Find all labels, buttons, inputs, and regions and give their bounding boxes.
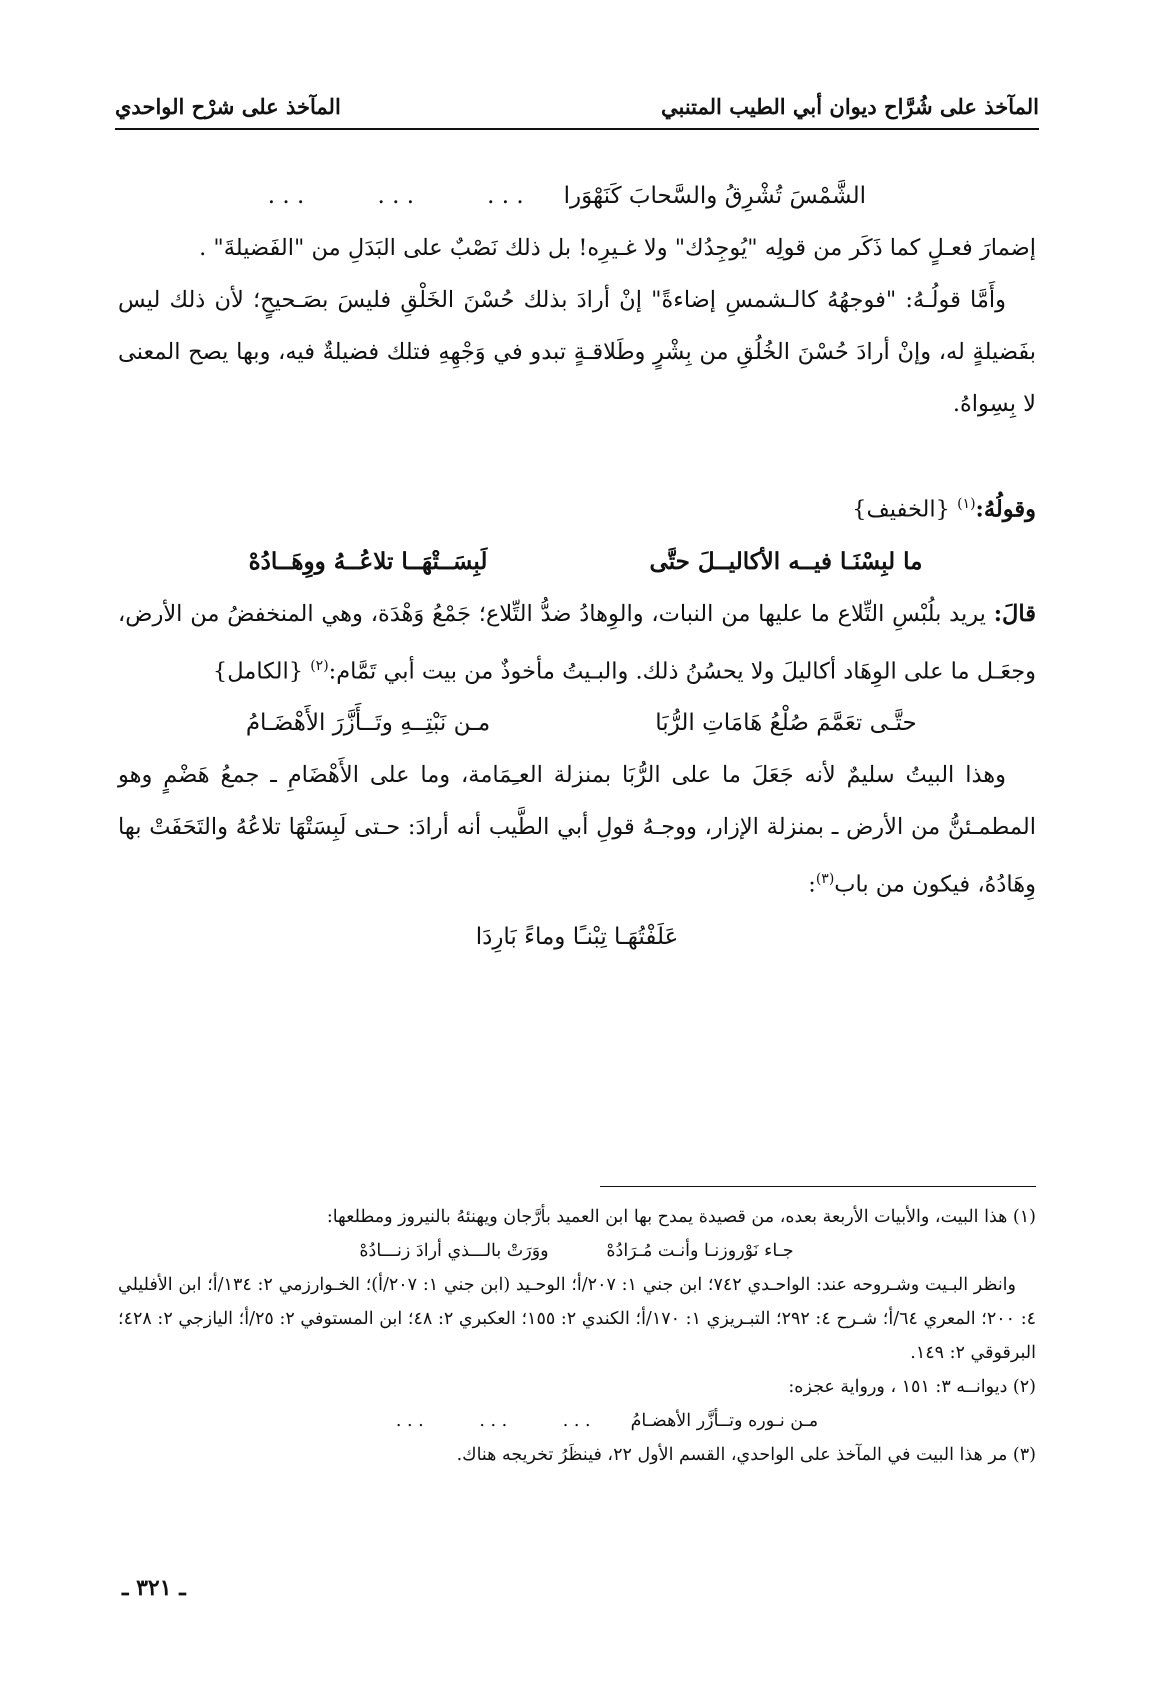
commentary-paragraph [118,588,1036,698]
meter-name: {الخفيف} [852,496,950,523]
page-number: ـ ٣٢١ ـ [122,1575,186,1601]
footnote-1: (١) هذا البيت، والأبيات الأربعة بعده، من قصيدة يمدح بها ابن العميد بأرَّجان ويهنئهُ بالنيروز ومطلعها: [326,1207,1036,1227]
closing-text: وهذا البيتُ سليمٌ لأنه جَعَلَ ما على الرُّبَا بمنزلة العـِمَامة، وما على الأَهْضَامِ ـ جمعُ هَضْمٍ وهو المطمـئنُّ من الأرض ـ بمنزلة الإزار، ووجـهُ قولِ أبي الطَّيب أنه أرادَ: حـتى لَبِسَتْهَا تلاعُهُ والتَحَفَتْ بها وِهَادُهُ، فيكون من باب [118,762,1036,898]
paragraph: وأَمَّا قولُـهُ: "فوجهُهُ كالـشمسِ إضاءةً" إنْ أرادَ بذلك حُسْنَ الخَلْقِ فليسَ بصَـحيحٍ؛ لأن ذلك ليس بفَضيلةٍ له، وإنْ أرادَ حُسْنَ الخُلُقِ من بِشْرٍ وطَلاقـةٍ تبدو في وَجْهِهِ فتلك فضيلةٌ فيه، وبها يصح المعنى لا بِسِواهُ. [118,287,1036,417]
footnote-ref: (٣) [815,871,835,887]
fn-ellipsis: . . . . . . . . . [395,1411,591,1431]
footnote-3: (٣) مر هذا البيت في المآخذ على الواحدي، القسم الأول ٢٢، فينظَرُ تخريجه هناك. [456,1445,1036,1465]
meter-name: {الكامل} [212,658,304,684]
verse-intro [118,478,1036,536]
verse-main [118,536,1036,588]
footnote-ref: (١) [957,496,976,512]
paragraph: إضمارَ فعـلٍ كما ذَكَر من قولِه "يُوجِدُك" ولا غـيرِه! بل ذلك نَصْبٌ على البَدَلِ من "الفَضيلةَ" . [199,235,1036,261]
header-book-title: المآخذ على شُرَّاح ديوان أبي الطيب المتنبي [661,93,1039,119]
verse-hemistich-second: لَبِسَــتْهَــا تلاعُــهُ ووِهَــادُهْ [248,547,488,575]
footnote-verse [118,1234,1036,1268]
footnote-rule [600,1186,1036,1187]
verse-hemistich-first: حتَّـى تعَمَّمَ صُلْعُ هَامَاتِ الرُّبَا [655,710,917,736]
verse-partial [118,170,1036,222]
verse-hemistich: الشَّمْسَ تُشْرِقُ والسَّحابَ كَنَهْوَرا [563,183,866,209]
commentary-text: يريد بلُبْسِ التِّلاع ما عليها من النبات، والوِهادُ ضدُّ التِّلاع؛ جَمْعُ وَهْدَة، وهي المنخفضُ من الأرض، وجعَـل ما على الوِهَاد أكاليلَ ولا يحسُنُ ذلك. والبـيتُ مأخوذٌ من بيت أبي تَمَّام: [118,600,1036,684]
verse-abu-tammam [118,697,1036,749]
fn-hemistich: مـن نـوره وتــأزَّر الأهضـامُ [630,1411,819,1431]
running-header [115,86,1039,126]
qal-label: قالَ: [993,600,1036,627]
verse-hemistich-first: ما لبِسْنَـا فيــه الأكاليــلَ حتَّى [649,547,923,575]
verse-hemistich-second: مـن نَبْتِــهِ وتَــأَزَّرَ الأَهْضَـامُ [245,710,491,736]
footnotes [118,1200,1036,1472]
closing-paragraph [118,749,1036,911]
footnote-1-references: وانظر البـيت وشـروحه عند: الواحـدي ٧٤٢؛ ابن جني ١: ٢٠٧/أ؛ الوحـيد (ابن جني ١: ٢٠٧/أ)؛ الخـوارزمي ٢: ١٣٤/أ؛ ابن الأفليلي ٤: ٢٠٠؛ المعري ٦٤/أ؛ شـرح ٤: ٢٩٢؛ التبـريزي ١: ١٧٠/أ؛ الكندي ٢: ١٥٥؛ العكبري ٢: ٤٨؛ ابن المستوفي ٢: ٢٥/أ؛ اليازجي ٢: ٤٢٨؛ البرقوقي ٢: ١٤٩. [118,1275,1037,1363]
verse-ellipsis: . . . . . . . . . [267,183,524,209]
header-section-title: المآخذ على شرْح الواحدي [115,93,341,119]
footnote-ref: (٢) [310,657,329,674]
colon: : [808,871,816,898]
main-text [118,170,1036,963]
footnote-2-verse [118,1404,1036,1438]
header-rule [115,128,1039,130]
intro-label: وقولُهُ: [975,496,1036,523]
fn-hemistich-second: ووَرَتْ بالـــذي أرادَ زنـــادُهْ [359,1241,549,1261]
fn-hemistich-first: جـاء نَوْروزنـا وأنـت مُـرَادُهْ [606,1241,794,1261]
final-verse: عَلَفْتُهَـا تِبْنـًا وماءً بَارِدَا [475,923,679,950]
spacer [118,430,1036,478]
footnote-2: (٢) ديوانــه ٣: ١٥١ ، ورواية عجزه: [788,1377,1036,1397]
